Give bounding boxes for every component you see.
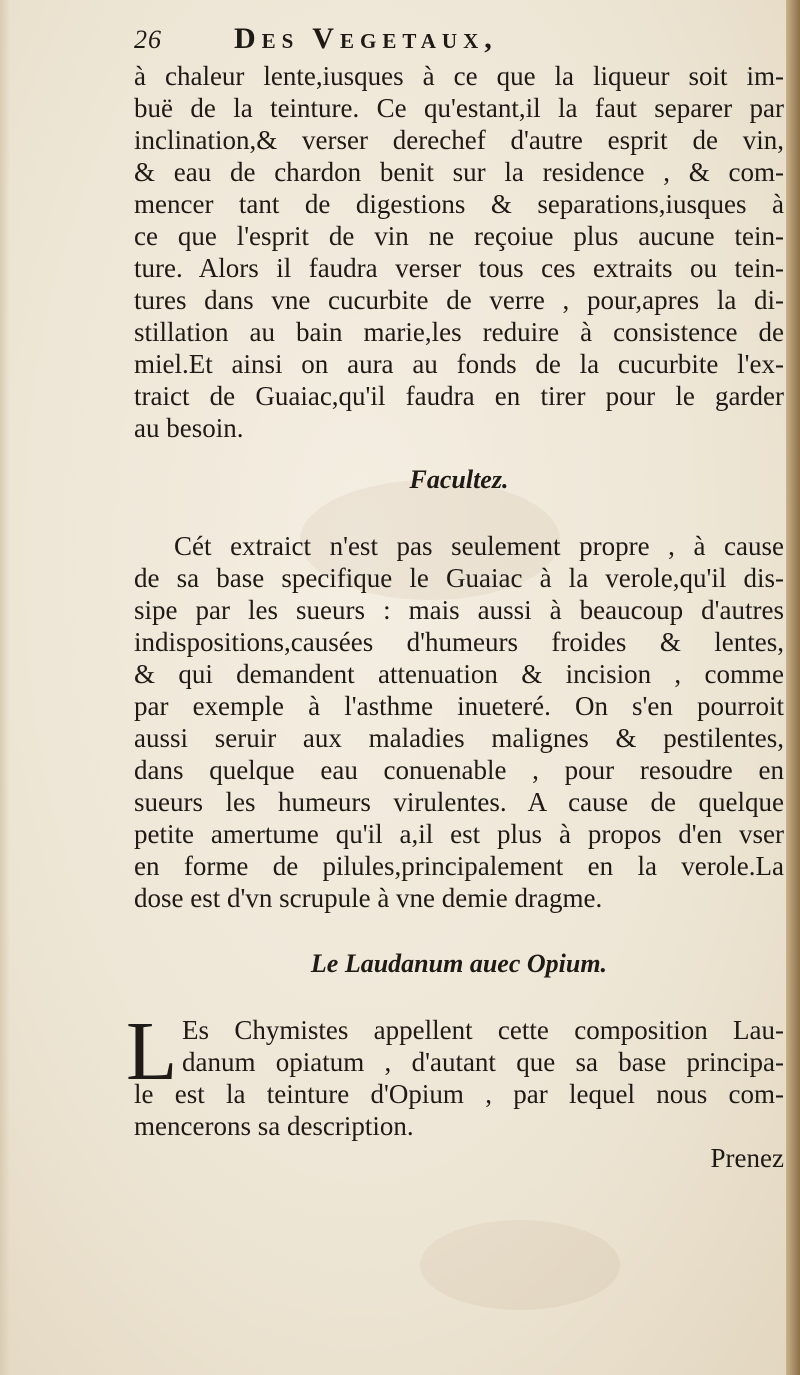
- text-line: inclination,& verser derechef d'autre esprit de vin,: [134, 125, 784, 155]
- page-left-edge: [0, 0, 10, 1375]
- paragraph-2: [134, 530, 784, 914]
- text-line: stillation au bain marie,les reduire à consistence de: [134, 317, 784, 347]
- text-line: par exemple à l'asthme inueteré. On s'en pourroit: [134, 691, 784, 721]
- text-line: tures dans vne cucurbite de verre , pour,apres la di-: [134, 285, 784, 315]
- paper-stain: [420, 1220, 620, 1310]
- catchword: Prenez: [710, 1143, 784, 1173]
- text-line: Cét extraict n'est pas seulement propre , à cause: [174, 531, 784, 561]
- text-line: danum opiatum , d'autant que sa base principa-: [182, 1047, 784, 1077]
- text-line: traict de Guaiac,qu'il faudra en tirer pour le garder: [134, 381, 784, 411]
- running-head: Des Vegetaux,: [234, 22, 498, 55]
- text-line: mencerons sa description.: [134, 1111, 414, 1141]
- text-line: dans quelque eau conuenable , pour resoudre en: [134, 755, 784, 785]
- page-header: [134, 22, 784, 60]
- text-line: en forme de pilules,principalement en la verole.La: [134, 851, 784, 881]
- page-number: 26: [134, 25, 162, 54]
- text-line: ture. Alors il faudra verser tous ces extraits ou tein-: [134, 253, 784, 283]
- text-line: dose est d'vn scrupule à vne demie dragme.: [134, 883, 603, 913]
- paragraph-3: [126, 1005, 784, 1142]
- text-line: aussi seruir aux maladies malignes & pestilentes,: [134, 723, 784, 753]
- text-line: indispositions,causées d'humeurs froides & lentes,: [134, 627, 784, 657]
- text-line: buë de la teinture. Ce qu'estant,il la faut separer par: [134, 93, 784, 123]
- section-heading-facultez: Facultez.: [409, 465, 509, 494]
- text-line: à chaleur lente,iusques à ce que la liqueur soit im-: [134, 61, 784, 91]
- paragraph-1: [134, 60, 784, 444]
- text-line: miel.Et ainsi on aura au fonds de la cucurbite l'ex-: [134, 349, 784, 379]
- section-heading-laudanum: Le Laudanum auec Opium.: [310, 949, 608, 978]
- text-line: sueurs les humeurs virulentes. A cause de quelque: [134, 787, 784, 817]
- text-line: mencer tant de digestions & separations,iusques à: [134, 189, 784, 219]
- text-line: sipe par les sueurs : mais aussi à beaucoup d'autres: [134, 595, 784, 625]
- text-line: ce que l'esprit de vin ne reçoiue plus aucune tein-: [134, 221, 784, 251]
- text-line: au besoin.: [134, 413, 244, 443]
- text-line: de sa base specifique le Guaiac à la verole,qu'il dis-: [134, 563, 784, 593]
- book-spine-edge: [786, 0, 800, 1375]
- text-line: & qui demandent attenuation & incision , comme: [134, 659, 784, 689]
- text-line: & eau de chardon benit sur la residence , & com-: [134, 157, 784, 187]
- text-block: [126, 22, 784, 1174]
- drop-cap-initial: L: [126, 1005, 178, 1098]
- text-line: Es Chymistes appellent cette composition Lau-: [182, 1015, 784, 1045]
- text-line: petite amertume qu'il a,il est plus à propos d'en vser: [134, 819, 784, 849]
- text-line: le est la teinture d'Opium , par lequel nous com-: [134, 1079, 784, 1109]
